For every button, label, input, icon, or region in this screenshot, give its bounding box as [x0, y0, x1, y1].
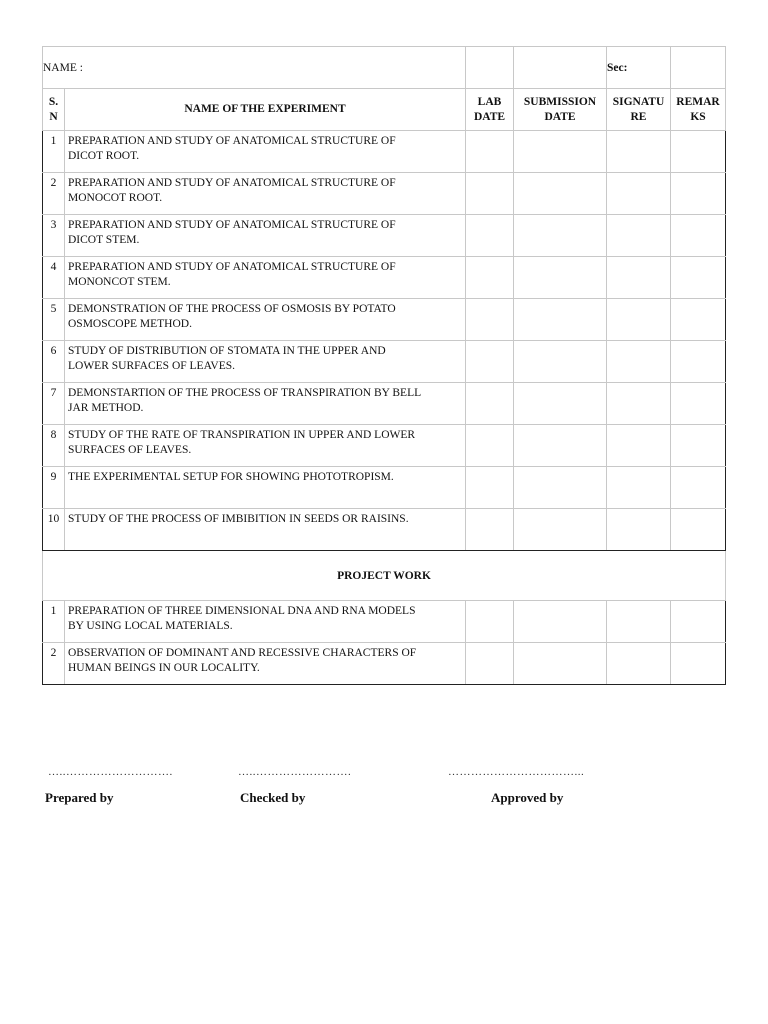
remarks-cell[interactable]	[671, 257, 726, 299]
lab-date-cell[interactable]	[466, 509, 514, 551]
serial-number: 8	[43, 425, 65, 467]
signature-cell[interactable]	[607, 257, 671, 299]
submission-date-cell[interactable]	[514, 341, 607, 383]
project-title: OBSERVATION OF DOMINANT AND RECESSIVE CHARACTERS OF HUMAN BEINGS IN OUR LOCALITY.	[65, 643, 466, 685]
remarks-cell[interactable]	[671, 601, 726, 643]
prepared-by-label: Prepared by	[45, 790, 114, 805]
experiment-title: PREPARATION AND STUDY OF ANATOMICAL STRUCTURE OF MONOCOT ROOT.	[65, 173, 466, 215]
experiment-title: DEMONSTRATION OF THE PROCESS OF OSMOSIS BY POTATO OSMOSCOPE METHOD.	[65, 299, 466, 341]
experiment-title: STUDY OF THE RATE OF TRANSPIRATION IN UPPER AND LOWER SURFACES OF LEAVES.	[65, 425, 466, 467]
serial-number: 3	[43, 215, 65, 257]
lab-date-cell[interactable]	[466, 383, 514, 425]
submission-date-cell[interactable]	[514, 215, 607, 257]
serial-number: 5	[43, 299, 65, 341]
serial-number: 7	[43, 383, 65, 425]
signature-cell[interactable]	[607, 299, 671, 341]
remarks-cell[interactable]	[671, 173, 726, 215]
remarks-cell[interactable]	[671, 215, 726, 257]
remarks-cell[interactable]	[671, 341, 726, 383]
experiment-title: PREPARATION AND STUDY OF ANATOMICAL STRUCTURE OF DICOT STEM.	[65, 215, 466, 257]
lab-date-cell[interactable]	[466, 215, 514, 257]
experiment-title: STUDY OF DISTRIBUTION OF STOMATA IN THE UPPER AND LOWER SURFACES OF LEAVES.	[65, 341, 466, 383]
column-header-row	[43, 89, 726, 131]
experiment-row	[43, 341, 726, 383]
checked-by-label: Checked by	[240, 790, 306, 805]
remarks-cell[interactable]	[671, 131, 726, 173]
signature-cell[interactable]	[607, 341, 671, 383]
submission-date-cell[interactable]	[514, 131, 607, 173]
submission-date-header: SUBMISSION DATE	[514, 89, 607, 131]
lab-date-cell[interactable]	[466, 257, 514, 299]
approved-signature-line: ……………………………...	[448, 766, 585, 778]
signature-cell[interactable]	[607, 131, 671, 173]
experiment-title: THE EXPERIMENTAL SETUP FOR SHOWING PHOTOTROPISM.	[65, 467, 466, 509]
experiment-row	[43, 509, 726, 551]
lab-date-cell[interactable]	[466, 425, 514, 467]
serial-number: 2	[43, 643, 65, 685]
experiment-title: PREPARATION AND STUDY OF ANATOMICAL STRUCTURE OF MONONCOT STEM.	[65, 257, 466, 299]
submission-date-cell[interactable]	[514, 643, 607, 685]
lab-date-cell[interactable]	[466, 131, 514, 173]
signature-cell[interactable]	[607, 509, 671, 551]
signature-cell[interactable]	[607, 601, 671, 643]
project-work-heading-row	[43, 551, 726, 601]
prepared-signature-line: …..……………………….	[48, 766, 173, 778]
lab-date-cell[interactable]	[466, 173, 514, 215]
remarks-header: REMAR KS	[671, 89, 726, 131]
submission-date-cell[interactable]	[514, 509, 607, 551]
remarks-cell[interactable]	[671, 467, 726, 509]
submission-date-cell[interactable]	[514, 383, 607, 425]
approved-by-label: Approved by	[491, 790, 564, 805]
signature-cell[interactable]	[607, 467, 671, 509]
lab-date-header: LAB DATE	[466, 89, 514, 131]
section-field-label: Sec:	[607, 47, 671, 89]
submission-date-cell[interactable]	[514, 425, 607, 467]
experiment-name-header: NAME OF THE EXPERIMENT	[65, 89, 466, 131]
serial-number: 6	[43, 341, 65, 383]
serial-number: 10	[43, 509, 65, 551]
remarks-cell[interactable]	[671, 299, 726, 341]
signature-cell[interactable]	[607, 383, 671, 425]
name-row	[43, 47, 726, 89]
lab-date-cell[interactable]	[466, 341, 514, 383]
lab-date-cell[interactable]	[466, 299, 514, 341]
remarks-cell[interactable]	[671, 509, 726, 551]
remarks-cell[interactable]	[671, 425, 726, 467]
project-row	[43, 643, 726, 685]
submission-date-cell[interactable]	[514, 467, 607, 509]
serial-number: 1	[43, 601, 65, 643]
experiment-row	[43, 215, 726, 257]
submission-date-cell[interactable]	[514, 601, 607, 643]
experiment-record-table	[42, 46, 726, 685]
experiment-row	[43, 257, 726, 299]
experiment-row	[43, 299, 726, 341]
serial-number: 1	[43, 131, 65, 173]
remarks-cell[interactable]	[671, 643, 726, 685]
lab-date-cell[interactable]	[466, 467, 514, 509]
serial-number-header: S. N	[43, 89, 65, 131]
signature-cell[interactable]	[607, 425, 671, 467]
name-value-cell-2[interactable]	[514, 47, 607, 89]
remarks-cell[interactable]	[671, 383, 726, 425]
experiment-row	[43, 467, 726, 509]
section-value-cell[interactable]	[671, 47, 726, 89]
experiment-row	[43, 425, 726, 467]
experiment-title: PREPARATION AND STUDY OF ANATOMICAL STRUCTURE OF DICOT ROOT.	[65, 131, 466, 173]
checked-signature-line: …..…………………….	[238, 766, 352, 778]
project-row	[43, 601, 726, 643]
experiment-row	[43, 131, 726, 173]
experiment-row	[43, 383, 726, 425]
experiment-title: STUDY OF THE PROCESS OF IMBIBITION IN SEEDS OR RAISINS.	[65, 509, 466, 551]
lab-date-cell[interactable]	[466, 643, 514, 685]
signature-cell[interactable]	[607, 215, 671, 257]
name-value-cell-1[interactable]	[466, 47, 514, 89]
submission-date-cell[interactable]	[514, 299, 607, 341]
experiment-row	[43, 173, 726, 215]
submission-date-cell[interactable]	[514, 257, 607, 299]
serial-number: 2	[43, 173, 65, 215]
project-work-heading: PROJECT WORK	[43, 551, 726, 601]
serial-number: 4	[43, 257, 65, 299]
project-title: PREPARATION OF THREE DIMENSIONAL DNA AND RNA MODELS BY USING LOCAL MATERIALS.	[65, 601, 466, 643]
lab-date-cell[interactable]	[466, 601, 514, 643]
serial-number: 9	[43, 467, 65, 509]
signature-cell[interactable]	[607, 643, 671, 685]
submission-date-cell[interactable]	[514, 173, 607, 215]
signature-header: SIGNATU RE	[607, 89, 671, 131]
experiment-title: DEMONSTARTION OF THE PROCESS OF TRANSPIRATION BY BELL JAR METHOD.	[65, 383, 466, 425]
signature-cell[interactable]	[607, 173, 671, 215]
name-field-label: NAME :	[43, 47, 466, 89]
